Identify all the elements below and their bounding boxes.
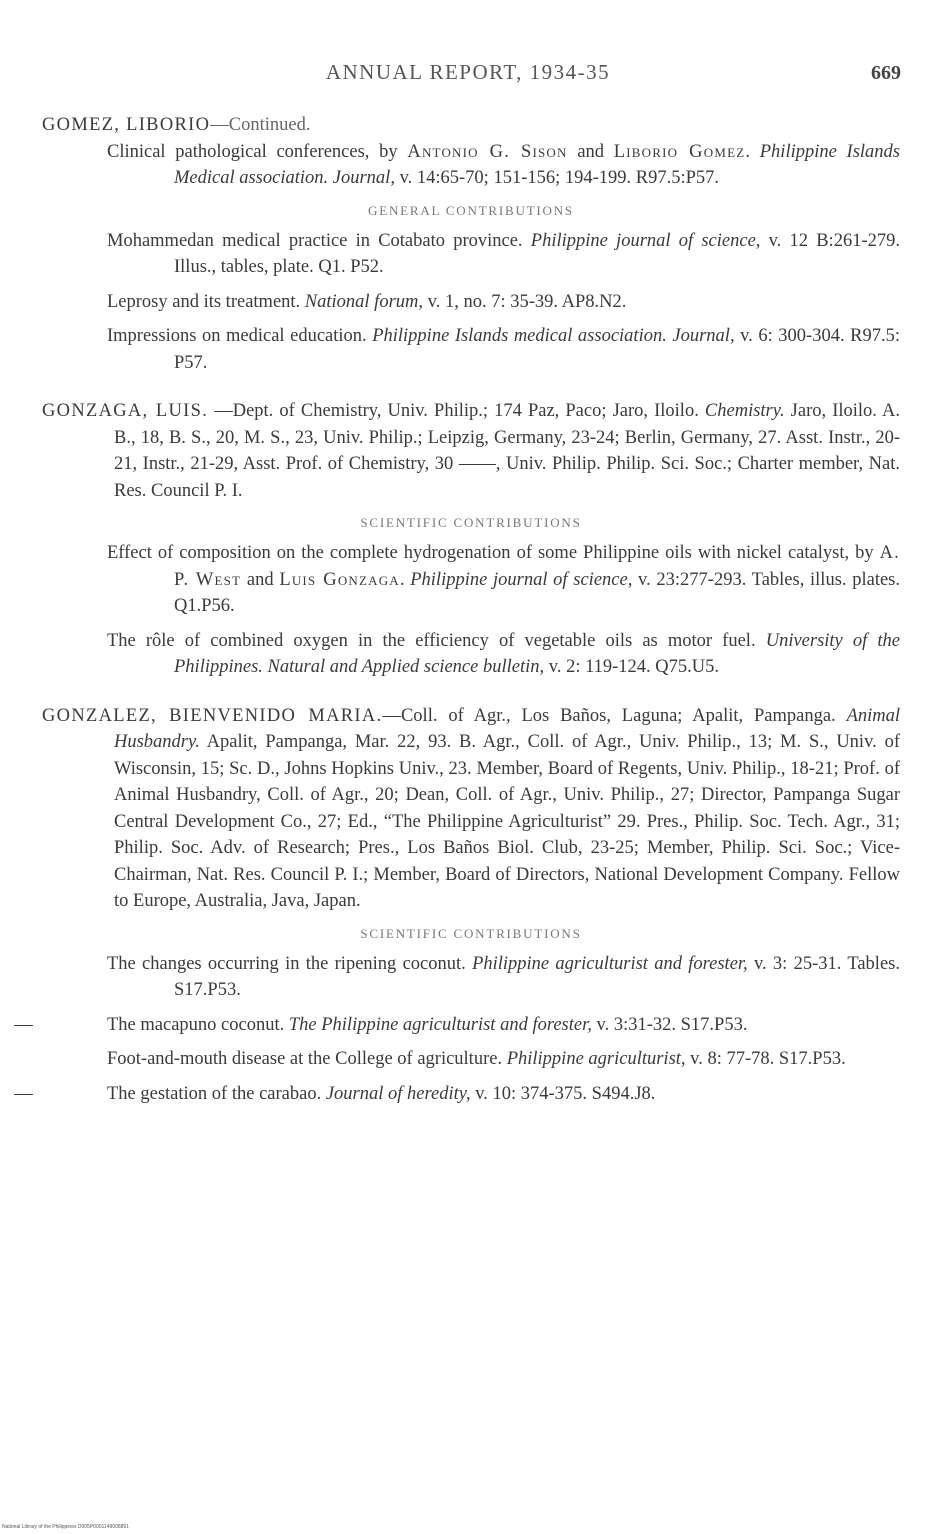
entry-name: GONZAGA, LUIS. <box>42 401 209 421</box>
bibliography-item: — The macapuno coconut. The Philippine agriculturist and forester, v. 3:31-32. S17.P53. <box>42 1012 900 1039</box>
journal-title: University of the Philippines. Natural and Applied science bulletin, <box>174 630 901 677</box>
body-text <box>14 112 901 1115</box>
item-year <box>63 289 95 316</box>
journal-title: The Philippine agriculturist and forester, <box>288 1014 592 1035</box>
journal-title: Journal of heredity, <box>325 1083 471 1104</box>
entry-gomez-heading <box>42 112 900 139</box>
item-year <box>63 628 95 655</box>
entry-name: GOMEZ, LIBORIO <box>42 115 211 135</box>
bibliography-item: The changes occurring in the ripening coconut. Philippine agriculturist and forester, v. 3: 25-31. Tables. S17.P53. <box>42 951 900 1004</box>
journal-title: Philippine agriculturist and forester, <box>472 953 748 974</box>
entry-name: GONZALEZ, BIENVENIDO MARIA. <box>42 705 383 726</box>
item-year <box>63 540 95 567</box>
entry-bio: Jaro, Iloilo. A. B., 18, B. S., 20, M. S., 23, Univ. Philip.; Leipzig, Germany, 23-24; Berlin, Germany, 27. Asst. Instr., 20-21, Instr., 21-29, Asst. Prof. of Chemistry, 30 ——, Univ. Philip. Philip. Sci. Soc.; Charter member, Nat. Res. Council P. I. <box>114 401 900 501</box>
running-head <box>0 60 936 94</box>
bibliography-item: Impressions on medical education. Philippine Islands medical association. Journal, v. 6: 300-304. R97.5: P57. <box>42 323 900 376</box>
item-year: — <box>14 1083 33 1104</box>
bibliography-item: Effect of composition on the complete hydrogenation of some Philippine oils with nickel catalyst, by A. P. West and Luis Gonzaga. Philippine journal of science, v. 23:277-293. Tables, illus. plates. Q1.P56. <box>42 540 900 620</box>
journal-title: Philippine journal of science, <box>530 230 761 251</box>
bibliography-item: Leprosy and its treatment. National forum, v. 1, no. 7: 35-39. AP8.N2. <box>42 289 900 316</box>
bibliography-item: Clinical pathological conferences, by Antonio G. Sison and Liborio Gomez. Philippine Islands Medical association. Journal, v. 14:65-70; 151-156; 194-199. R97.5:P57. <box>42 139 900 192</box>
journal-title: Philippine agriculturist, <box>506 1049 686 1069</box>
item-year <box>63 139 95 166</box>
section-heading: GENERAL CONTRIBUTIONS <box>368 202 574 218</box>
entry-gonzalez-heading <box>42 703 900 915</box>
footer-watermark: National Library of the Philippines D005P0001149008891 <box>2 1524 129 1530</box>
item-year <box>63 228 95 255</box>
item-year <box>63 1046 95 1073</box>
journal-title: Philippine Islands Medical association. Journal, <box>174 141 900 188</box>
entry-field: Animal Husbandry. <box>114 705 901 752</box>
bibliography-item: — The gestation of the carabao. Journal of heredity, v. 10: 374-375. S494.J8. <box>42 1081 900 1108</box>
entry-bio: —Coll. of Agr., Los Baños, Laguna; Apalit, Pampanga. <box>382 705 847 726</box>
bibliography-item: Foot-and-mouth disease at the College of agriculture. Philippine agriculturist, v. 8: 77-78. S17.P53. <box>42 1046 900 1073</box>
entry-bio: Apalit, Pampanga, Mar. 22, 93. B. Agr., Coll. of Agr., Univ. Philip., 13; M. S., Univ. of Wisconsin, 15; Sc. D., Johns Hopkins Univ., 23. Member, Board of Regents, Univ. Philip., 18-21; Prof. of Animal Husbandry, Coll. of Agr., 20; Dean, Coll. of Agr., Univ. Philip., 27; Director, Pampanga Sugar Central Development Co., 27; Ed., “The Philippine Agriculturist” 29. Pres., Philip. Soc. Tech. Agr., 31; Philip. Soc. Adv. of Research; Pres., Los Baños Biol. Club, 23-25; Member, Philip. Sci. Soc.; Vice-Chairman, Nat. Res. Council P. I.; Member, Board of Directors, National Development Company. Fellow to Europe, Australia, Java, Japan. <box>114 732 900 911</box>
journal-title: National forum, <box>304 291 424 312</box>
entry-gonzaga-heading <box>42 398 900 504</box>
item-year: — <box>14 1014 33 1035</box>
bibliography-item: The rôle of combined oxygen in the efficiency of vegetable oils as motor fuel. University of the Philippines. Natural and Applied science bulletin, v. 2: 119-124. Q75.U5. <box>42 628 900 681</box>
section-heading: SCIENTIFIC CONTRIBUTIONS <box>360 515 582 530</box>
bibliography-item: Mohammedan medical practice in Cotabato province. Philippine journal of science, v. 12 B:261-279. Illus., tables, plate. Q1. P52. <box>42 228 900 281</box>
entry-bio: —Dept. of Chemistry, Univ. Philip.; 174 Paz, Paco; Jaro, Iloilo. <box>208 401 705 421</box>
journal-title: Philippine journal of science, <box>410 569 633 590</box>
section-heading: SCIENTIFIC CONTRIBUTIONS <box>360 925 582 941</box>
journal-title: Philippine Islands medical association. Journal, <box>372 326 735 346</box>
page-number: 669 <box>871 62 901 84</box>
entry-field: Chemistry. <box>704 401 785 421</box>
continued-label: —Continued. <box>210 115 311 135</box>
item-year <box>63 951 95 978</box>
running-title: ANNUAL REPORT, 1934-35 <box>325 60 611 84</box>
item-year <box>63 323 95 350</box>
